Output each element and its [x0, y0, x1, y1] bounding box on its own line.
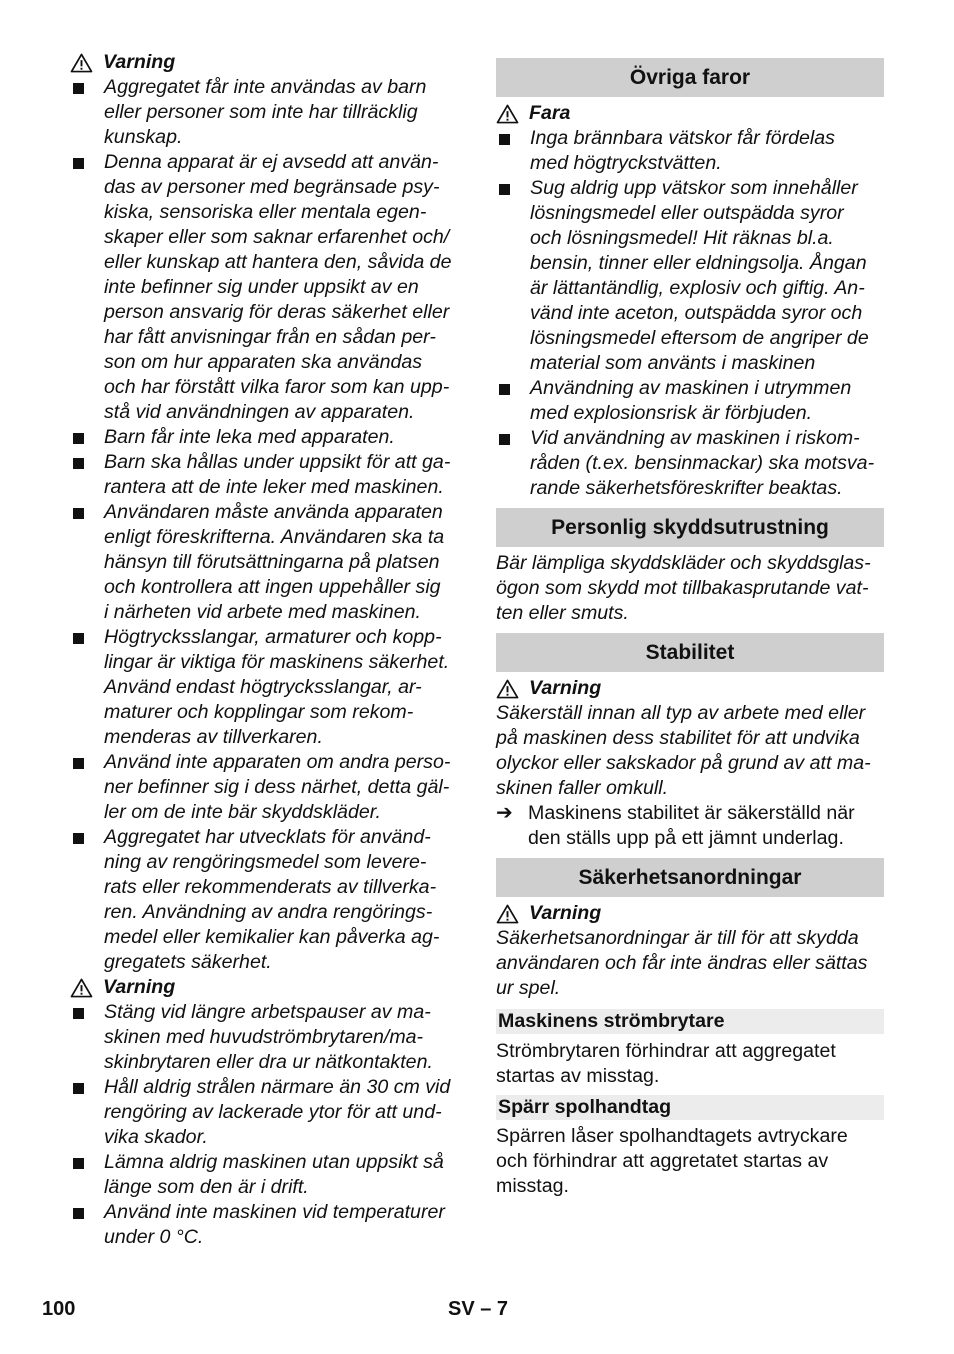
list-item-text — [104, 1150, 462, 1200]
text-line: Användaren måste använda apparaten — [104, 501, 443, 523]
text-line: person ansvarig för deras säkerhet eller — [104, 301, 450, 323]
list-item — [496, 376, 884, 426]
list-item — [496, 176, 884, 376]
text-line: användaren och får inte ändras eller sättas — [496, 952, 868, 974]
paragraph — [496, 926, 884, 1001]
square-bullet-icon — [499, 184, 510, 195]
text-line: Denna apparat är ej avsedd att använ- — [104, 151, 439, 173]
text-line: skinbrytaren eller dra ur nätkontakten. — [104, 1051, 433, 1073]
text-line: das av personer med begränsade psy- — [104, 176, 440, 198]
square-bullet-icon — [73, 1208, 84, 1219]
list-item-text — [104, 425, 462, 450]
text-line: Använd endast högtrycksslangar, ar- — [104, 676, 422, 698]
text-line: under 0 °C. — [104, 1226, 204, 1248]
text-line: vänd inte aceton, outspädda syror och — [530, 302, 863, 324]
list-item — [496, 126, 884, 176]
text-line: med högtryckstvätten. — [530, 152, 722, 174]
left-column — [70, 50, 462, 1250]
text-line: med explosionsrisk är förbjuden. — [530, 402, 813, 424]
text-line: och kontrollera att ingen uppehåller sig — [104, 576, 441, 598]
list-item — [70, 1150, 462, 1200]
text-line: ten eller smuts. — [496, 602, 629, 624]
warning-label: Varning — [103, 51, 176, 73]
bullet-list — [70, 75, 462, 975]
list-item-text — [104, 1200, 462, 1250]
list-item-text — [104, 750, 462, 825]
warning-triangle-icon — [70, 53, 93, 73]
text-line: stå vid användningen av apparaten. — [104, 401, 415, 423]
danger-label: Fara — [529, 102, 571, 124]
text-line: Använd inte maskinen vid temperaturer — [104, 1201, 445, 1223]
warning-triangle-icon — [70, 978, 93, 998]
section-heading-sakerhetsanordningar: Säkerhetsanordningar — [496, 858, 884, 897]
list-item-text — [104, 150, 462, 425]
text-line: Säkerhetsanordningar är till för att skydda — [496, 927, 859, 949]
paragraph — [496, 701, 884, 801]
square-bullet-icon — [73, 1083, 84, 1094]
text-line: lingar är viktiga för maskinens säkerhet. — [104, 651, 450, 673]
text-line: lösningsmedel eller outspädda syror — [530, 202, 844, 224]
text-line: kunskap. — [104, 126, 183, 148]
section-page-label: SV – 7 — [448, 1298, 509, 1320]
text-line: den ställs upp på ett jämnt underlag. — [528, 827, 844, 849]
text-line: misstag. — [496, 1175, 569, 1197]
list-item-text — [104, 500, 462, 625]
warning-triangle-icon — [496, 104, 519, 124]
text-line: Spärren låser spolhandtagets avtryckare — [496, 1125, 848, 1147]
warning-heading — [70, 50, 462, 75]
text-line: är lättantändlig, explosiv och giftig. An- — [530, 277, 865, 299]
list-item — [70, 75, 462, 150]
text-line: skaper eller som saknar erfarenhet och/ — [104, 226, 450, 248]
text-line: kiska, sensoriska eller mentala egen- — [104, 201, 427, 223]
square-bullet-icon — [73, 508, 84, 519]
text-line: råden (t.ex. bensinmackar) ska motsva- — [530, 452, 875, 474]
list-item — [70, 750, 462, 825]
square-bullet-icon — [73, 458, 84, 469]
text-line: Lämna aldrig maskinen utan uppsikt så — [104, 1151, 444, 1173]
text-line: material som använts i maskinen — [530, 352, 816, 374]
text-line: och förhindrar att aggretatet startas av — [496, 1150, 829, 1172]
list-item-text — [104, 75, 462, 150]
list-item — [70, 1000, 462, 1075]
bullet-list — [496, 126, 884, 501]
text-line: medel eller kemikalier kan påverka ag- — [104, 926, 440, 948]
text-line: gregatets säkerhet. — [104, 951, 272, 973]
list-item-text — [104, 625, 462, 750]
text-line: i närheten vid arbete med maskinen. — [104, 601, 421, 623]
square-bullet-icon — [73, 1008, 84, 1019]
text-line: skinen med huvudströmbrytaren/ma- — [104, 1026, 424, 1048]
section-heading-skyddsutrustning: Personlig skyddsutrustning — [496, 508, 884, 547]
result-text — [528, 801, 884, 851]
list-item — [70, 1200, 462, 1250]
list-item-text — [530, 176, 884, 376]
square-bullet-icon — [73, 1158, 84, 1169]
danger-heading — [496, 101, 884, 126]
warning-label: Varning — [529, 677, 602, 699]
warning-heading — [496, 901, 884, 926]
text-line: ning av rengöringsmedel som levere- — [104, 851, 427, 873]
warning-triangle-icon — [496, 679, 519, 699]
text-line: rantera att de inte leker med maskinen. — [104, 476, 444, 498]
text-line: Barn får inte leka med apparaten. — [104, 426, 395, 448]
text-line: skinen faller omkull. — [496, 777, 669, 799]
section-heading-stabilitet: Stabilitet — [496, 633, 884, 672]
text-line: Bär lämpliga skyddskläder och skyddsglas- — [496, 552, 871, 574]
list-item — [70, 625, 462, 750]
text-line: startas av misstag. — [496, 1065, 660, 1087]
text-line: bensin, tinner eller eldningsolja. Ångan — [530, 252, 867, 274]
text-line: Användning av maskinen i utrymmen — [530, 377, 852, 399]
section-heading-ovriga-faror: Övriga faror — [496, 58, 884, 97]
square-bullet-icon — [73, 158, 84, 169]
text-line: Maskinens stabilitet är säkerställd när — [528, 802, 855, 824]
list-item — [70, 500, 462, 625]
list-item-text — [104, 825, 462, 975]
text-line: Aggregatet får inte användas av barn — [104, 76, 427, 98]
page-number: 100 — [42, 1298, 76, 1320]
warning-heading — [496, 676, 884, 701]
paragraph — [496, 1039, 884, 1089]
text-line: och har förstått vilka faror som kan upp- — [104, 376, 450, 398]
square-bullet-icon — [73, 758, 84, 769]
warning-label: Varning — [529, 902, 602, 924]
text-line: vika skador. — [104, 1126, 208, 1148]
text-line: länge som den är i drift. — [104, 1176, 309, 1198]
square-bullet-icon — [73, 83, 84, 94]
text-line: Högtrycksslangar, armaturer och kopp- — [104, 626, 442, 648]
subheading-strombrytare: Maskinens strömbrytare — [496, 1009, 884, 1034]
text-line: eller kunskap att hantera den, såvida de — [104, 251, 452, 273]
list-item-text — [104, 1000, 462, 1075]
text-line: ögon som skydd mot tillbakasprutande vat- — [496, 577, 869, 599]
text-line: eller personer som inte har tillräcklig — [104, 101, 418, 123]
text-line: son om hur apparaten ska användas — [104, 351, 423, 373]
list-item — [496, 426, 884, 501]
text-line: rats eller rekommenderats av tillverka- — [104, 876, 437, 898]
text-line: menderas av tillverkaren. — [104, 726, 323, 748]
text-line: rengöring av lackerade ytor för att und- — [104, 1101, 442, 1123]
list-item-text — [530, 126, 884, 176]
text-line: Håll aldrig strålen närmare än 30 cm vid — [104, 1076, 451, 1098]
square-bullet-icon — [73, 433, 84, 444]
text-line: har fått anvisningar från en sådan per- — [104, 326, 436, 348]
list-item — [70, 150, 462, 425]
square-bullet-icon — [499, 384, 510, 395]
text-line: lösningsmedel eftersom de angriper de — [530, 327, 869, 349]
list-item — [70, 1075, 462, 1150]
text-line: maturer och kopplingar som rekom- — [104, 701, 414, 723]
list-item-text — [530, 376, 884, 426]
text-line: Stäng vid längre arbetspauser av ma- — [104, 1001, 431, 1023]
text-line: ler om de inte bär skyddskläder. — [104, 801, 381, 823]
list-item-text — [104, 1075, 462, 1150]
result-item — [496, 801, 884, 851]
text-line: enligt föreskrifterna. Användaren ska ta — [104, 526, 445, 548]
warning-triangle-icon — [496, 904, 519, 924]
text-line: Vid användning av maskinen i riskom- — [530, 427, 860, 449]
list-item — [70, 825, 462, 975]
text-line: Strömbrytaren förhindrar att aggregatet — [496, 1040, 836, 1062]
text-line: Säkerställ innan all typ av arbete med eller — [496, 702, 866, 724]
list-item — [70, 425, 462, 450]
square-bullet-icon — [499, 434, 510, 445]
text-line: på maskinen dess stabilitet för att undvika — [496, 727, 860, 749]
text-line: olyckor eller sakskador på grund av att ma- — [496, 752, 871, 774]
arrow-right-icon: ➔ — [496, 802, 513, 824]
text-line: Använd inte apparaten om andra perso- — [104, 751, 451, 773]
text-line: rande säkerhetsföreskrifter beaktas. — [530, 477, 843, 499]
text-line: ur spel. — [496, 977, 561, 999]
bullet-list — [70, 1000, 462, 1250]
paragraph — [496, 1124, 884, 1199]
text-line: Inga brännbara vätskor får fördelas — [530, 127, 835, 149]
list-item-text — [104, 450, 462, 500]
text-line: inte befinner sig under uppsikt av en — [104, 276, 419, 298]
paragraph — [496, 551, 884, 626]
text-line: och lösningsmedel! Hit räknas bl.a. — [530, 227, 834, 249]
warning-label: Varning — [103, 976, 176, 998]
text-line: Barn ska hållas under uppsikt för att ga- — [104, 451, 451, 473]
square-bullet-icon — [73, 833, 84, 844]
warning-heading — [70, 975, 462, 1000]
subheading-sparr: Spärr spolhandtag — [496, 1095, 884, 1120]
text-line: Aggregatet har utvecklats för använd- — [104, 826, 431, 848]
list-item — [70, 450, 462, 500]
text-line: hänsyn till förutsättningarna på platsen — [104, 551, 440, 573]
square-bullet-icon — [499, 134, 510, 145]
text-line: ner befinner sig i dess närhet, detta gäl- — [104, 776, 450, 798]
text-line: Sug aldrig upp vätskor som innehåller — [530, 177, 858, 199]
text-line: ren. Användning av andra rengörings- — [104, 901, 433, 923]
square-bullet-icon — [73, 633, 84, 644]
right-column — [496, 50, 884, 1199]
list-item-text — [530, 426, 884, 501]
